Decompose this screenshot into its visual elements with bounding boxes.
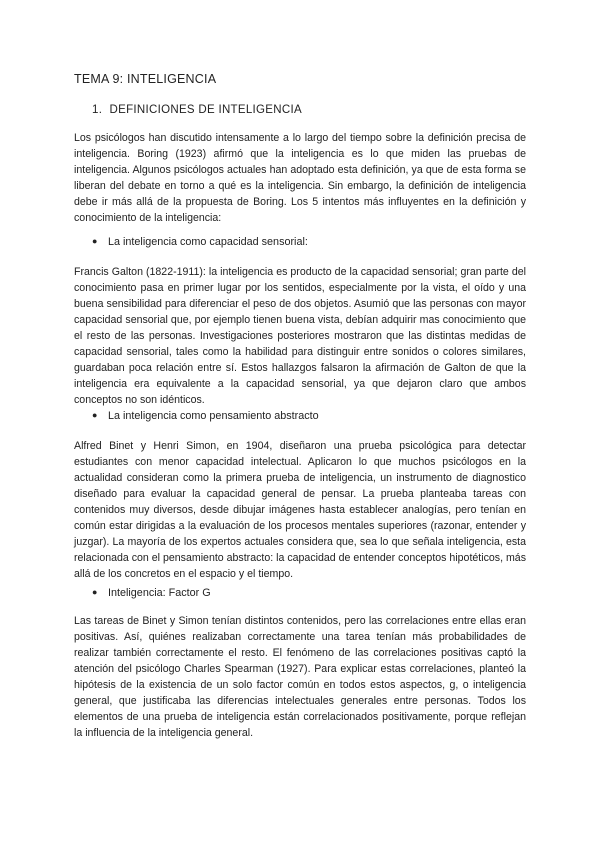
body-paragraph: Alfred Binet y Henri Simon, en 1904, diseñaron una prueba psicológica para detectar estudiantes con menor capacidad intelectual. Aplicaron lo que muchos psicólogos en la actualidad consideran como la primera prueba de inteligencia, un instrumento de diagnostico diseñado para evaluar la capacidad general de pensar. La prueba planteaba tareas con contenidos muy diversos, desde dibujar imágenes hasta establecer analogías, pero tenían en común estar dirigidas a la evaluación de los procesos mentales superiores (razonar, entender y juzgar). La mayoría de los expertos actuales considera que, sea lo que señala inteligencia, esta relacionada con el pensamiento abstracto: la capacidad de entender conceptos hipotéticos, más allá de los concretos en el espacio y el tiempo. (74, 440, 526, 580)
bullet-label: La inteligencia como pensamiento abstracto (108, 410, 319, 422)
page-title: TEMA 9: INTELIGENCIA (74, 72, 217, 86)
bullet-dot-icon: ● (92, 236, 98, 246)
body-paragraph: Las tareas de Binet y Simon tenían distintos contenidos, pero las correlaciones entre ellas eran positivas. Así, quiénes realizaban correctamente una tarea tenían más probabilidades de realizar también correctamente el resto. El fenómeno de las correlaciones positivas captó la atención del psicólogo Charles Spearman (1927). Para explicar estas correlaciones, planteó la hipótesis de la existencia de un solo factor común en todos estos aspectos, g, o inteligencia general, que justificaba las diferencias intelectuales generales entre personas. Todos los elementos de una prueba de inteligencia están correlacionados positivamente, porque reflejan la influencia de la inteligencia general. (74, 615, 526, 739)
body-paragraph: Francis Galton (1822-1911): la inteligencia es producto de la capacidad sensorial; gran parte del conocimiento pasa en primer lugar por los sentidos, especialmente por la vista, el oído y una buena sensibilidad para diferenciar el peso de dos objetos. Asumió que las personas con mayor capacidad sensorial que, por ejemplo tienen buena vista, debían adquirir mas conocimiento que el resto de las personas. Investigaciones posteriores mostraron que las distintas medidas de capacidad sensorial, tales como la habilidad para distinguir entre sonidos o colores similares, guardaban poca relación entre sí. Estos hallazgos falsaron la afirmación de Galton de que la inteligencia era equivalente a la capacidad sensorial, ya que dejaron claro que ambos conceptos no son idénticos. (74, 266, 526, 406)
section-number: 1. (92, 104, 103, 116)
section-heading (92, 104, 302, 116)
bullet-dot-icon: ● (92, 587, 98, 597)
bullet-label: La inteligencia como capacidad sensorial: (108, 236, 308, 248)
bullet-label: Inteligencia: Factor G (108, 587, 211, 599)
bullet-item (92, 410, 319, 422)
bullet-item (92, 587, 211, 599)
section-label: DEFINICIONES DE INTELIGENCIA (109, 104, 302, 116)
bullet-dot-icon: ● (92, 410, 98, 420)
bullet-item (92, 236, 308, 248)
intro-paragraph: Los psicólogos han discutido intensamente a lo largo del tiempo sobre la definición precisa de inteligencia. Boring (1923) afirmó que la inteligencia es lo que miden las pruebas de inteligencia. Algunos psicólogos actuales han adoptado esta definición, ya que de esta forma se liberan del debate en torno a qué es la inteligencia. Sin embargo, la definición de inteligencia debe ir más allá de la propuesta de Boring. Los 5 intentos más influyentes en la definición y conocimiento de la inteligencia: (74, 132, 526, 224)
